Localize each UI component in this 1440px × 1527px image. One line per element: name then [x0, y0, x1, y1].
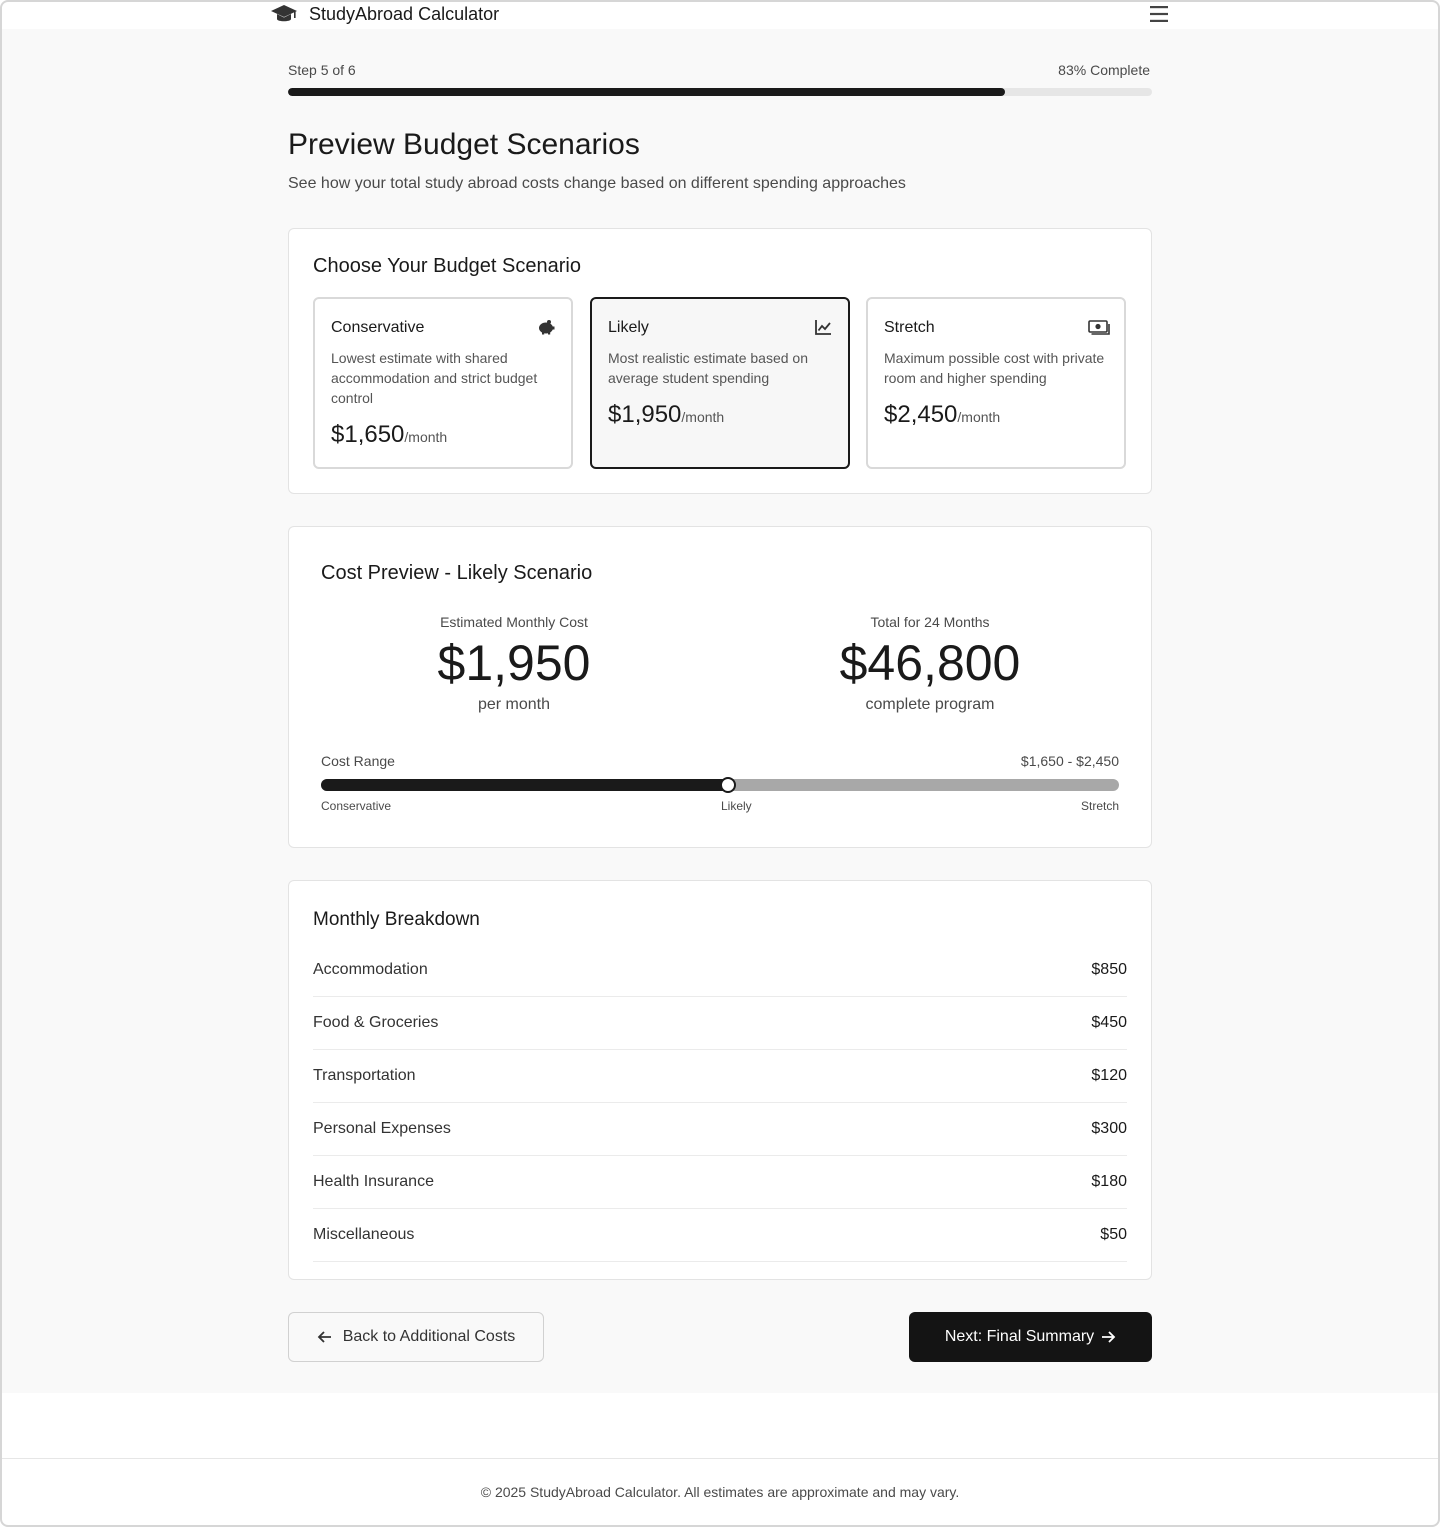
cost-range-slider[interactable]: [321, 779, 1119, 791]
range-tick-stretch: Stretch: [1080, 799, 1119, 813]
breakdown-title: Monthly Breakdown: [313, 909, 480, 930]
total-cost-label: Total for 24 Months: [870, 614, 990, 630]
monthly-cost-label: Estimated Monthly Cost: [440, 614, 588, 630]
back-button[interactable]: [288, 1312, 544, 1362]
breakdown-value: $120: [1091, 1067, 1127, 1084]
breakdown-row: [313, 1050, 1127, 1103]
cost-preview-card: [288, 526, 1152, 848]
top-header: [0, 0, 1440, 29]
arrow-left-icon: [317, 1329, 333, 1345]
scenario-card: [288, 228, 1152, 494]
scenario-option-conservative[interactable]: [313, 297, 573, 469]
progress-bar: [288, 88, 1152, 96]
page-title: Preview Budget Scenarios: [288, 128, 640, 161]
footer-divider: [2, 1458, 1438, 1459]
cost-preview-title: Cost Preview - Likely Scenario: [321, 562, 593, 584]
total-cost-value: $46,800: [839, 635, 1021, 691]
progress-info: [288, 62, 1150, 78]
scenario-name: Stretch: [884, 319, 935, 336]
breakdown-row: [313, 997, 1127, 1050]
scenario-price-unit: /month: [957, 409, 1001, 425]
breakdown-value: $180: [1091, 1173, 1127, 1190]
next-button[interactable]: [909, 1312, 1152, 1362]
breakdown-label: Health Insurance: [313, 1173, 434, 1190]
brand-name: StudyAbroad Calculator: [309, 3, 500, 24]
brand[interactable]: [271, 3, 499, 25]
cost-range-thumb[interactable]: [720, 777, 736, 793]
scenario-price: [884, 401, 1000, 429]
scenario-price-unit: /month: [681, 409, 725, 425]
scenario-price-value: $1,950: [608, 401, 682, 428]
monthly-cost-sub: per month: [477, 696, 551, 713]
scenario-description: Maximum possible cost with private room and higher spending: [884, 350, 1105, 386]
scenario-price: [608, 401, 724, 429]
back-button-label: Back to Additional Costs: [342, 1328, 516, 1345]
piggy-bank-icon: [537, 318, 555, 336]
scenario-price-value: $1,650: [331, 421, 405, 448]
scenario-option-stretch[interactable]: [866, 297, 1126, 469]
step-label: Step 5 of 6: [288, 62, 356, 78]
monthly-cost-value: $1,950: [437, 635, 591, 691]
scenario-name: Likely: [608, 319, 649, 336]
chart-line-icon: [814, 318, 832, 336]
graduation-cap-icon: [271, 3, 297, 25]
breakdown-row: [313, 1209, 1127, 1262]
breakdown-value: $450: [1091, 1014, 1127, 1031]
breakdown-value: $850: [1091, 961, 1127, 978]
next-button-label: Next: Final Summary: [944, 1328, 1095, 1345]
scenario-option-likely[interactable]: [590, 297, 850, 469]
arrow-right-icon: [1100, 1329, 1116, 1345]
monthly-breakdown-card: [288, 880, 1152, 1280]
scenario-description: Most realistic estimate based on average student spending: [608, 350, 808, 386]
scenario-price-value: $2,450: [884, 401, 958, 428]
total-cost-stat: [780, 614, 1080, 714]
money-bill-icon: [1088, 318, 1110, 336]
cost-range-value: $1,650 - $2,450: [1020, 753, 1119, 769]
range-tick-likely: Likely: [721, 799, 752, 813]
monthly-cost-stat: [364, 614, 664, 714]
page-subtitle: See how your total study abroad costs change based on different spending approaches: [288, 175, 906, 192]
scenario-description: Lowest estimate with shared accommodation and strict budget control: [331, 350, 538, 406]
breakdown-value: $300: [1091, 1120, 1127, 1137]
breakdown-label: Accommodation: [313, 961, 428, 978]
breakdown-label: Miscellaneous: [313, 1226, 415, 1243]
cost-range-label: Cost Range: [321, 753, 395, 769]
progress-fill: [288, 88, 1005, 96]
range-tick-conservative: Conservative: [321, 799, 392, 813]
scenario-price-unit: /month: [404, 429, 448, 445]
breakdown-value: $50: [1100, 1226, 1127, 1243]
footer-text: © 2025 StudyAbroad Calculator. All estimates are approximate and may vary.: [480, 1484, 960, 1500]
breakdown-label: Transportation: [313, 1067, 416, 1084]
percent-label: 83% Complete: [1058, 62, 1150, 78]
cost-range-fill: [321, 779, 728, 791]
scenario-card-title: Choose Your Budget Scenario: [313, 255, 581, 277]
scenario-name: Conservative: [331, 319, 425, 336]
scenario-price: [331, 421, 447, 449]
breakdown-label: Personal Expenses: [313, 1120, 451, 1137]
total-cost-sub: complete program: [865, 696, 995, 713]
breakdown-row: [313, 1156, 1127, 1209]
breakdown-label: Food & Groceries: [313, 1014, 439, 1031]
breakdown-row: [313, 1103, 1127, 1156]
breakdown-row: [313, 944, 1127, 997]
hamburger-menu-icon[interactable]: [1149, 5, 1169, 23]
